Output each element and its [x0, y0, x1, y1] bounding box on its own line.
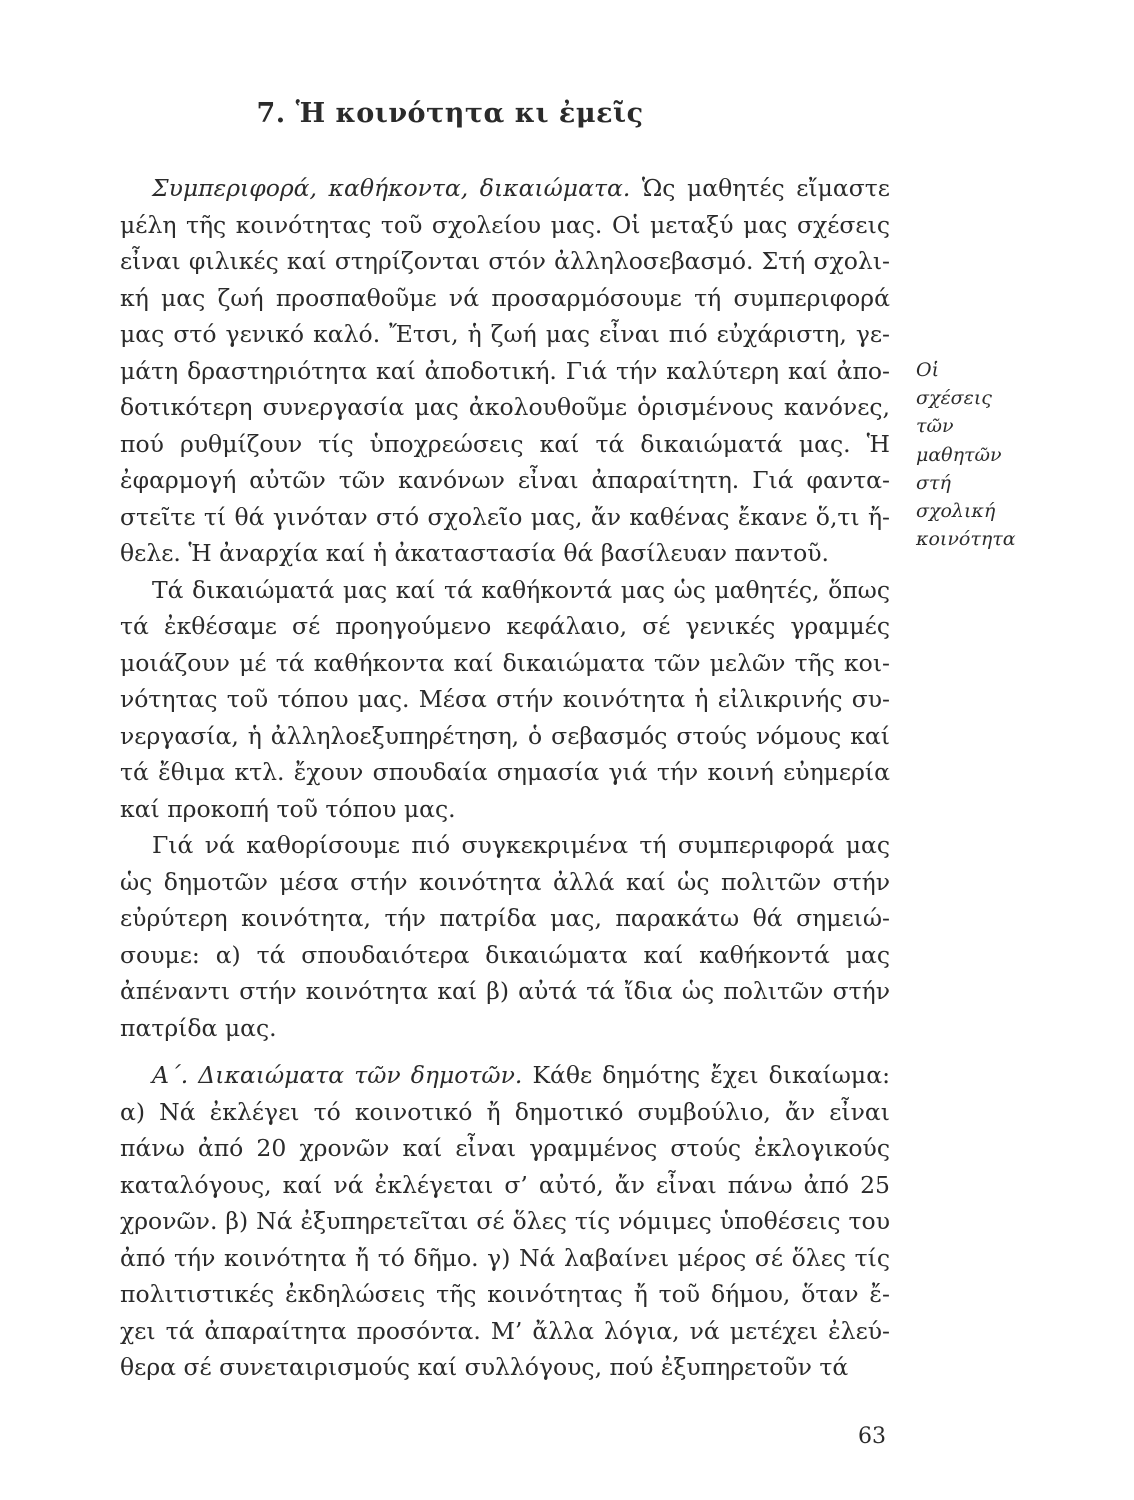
paragraph: [120, 1057, 890, 1386]
paragraph: Γιά νά καθορίσουμε πιό συγκεκριμένα τή συμπεριφορά μας ὡς δημοτῶν μέσα στήν κοινότητα ἀλλά καί ὡς πολιτῶν στήν εὐρύτερη κοινότητα, τήν πατρίδα μας, παρακάτω θά σημειώσουμε: α) τά σπουδαιότερα δικαιώματα καί καθήκοντά μας ἀπέναντι στήν κοινότητα καί β) αὐτά τά ἴδια ὡς πολιτῶν στήν πατρίδα μας.: [120, 831, 890, 1042]
margin-note-line: τῶν: [916, 415, 954, 438]
chapter-title: 7. Ἡ κοινότητα κι ἐμεῖς: [256, 98, 644, 129]
section-body: [120, 170, 890, 1046]
margin-note-line: μαθητῶν: [916, 443, 1002, 466]
paragraph: Τά δικαιώματά μας καί τά καθήκοντά μας ὡς μαθητές, ὅπως τά ἐκθέσαμε σέ προηγούμενο κεφάλαιο, σέ γενικές γραμμές μοιάζουν μέ τά καθήκοντα καί δικαιώματα τῶν μελῶν τῆς κοινότητας τοῦ τόπου μας. Μέσα στήν κοινότητα ἡ εἰλικρινής συνεργασία, ἡ ἀλληλοεξυπηρέτηση, ὁ σεβασμός στούς νόμους καί τά ἔθιμα κτλ. ἔχουν σπουδαία σημασία γιά τήν κοινή εὐημερία καί προκοπή τοῦ τόπου μας.: [120, 575, 890, 823]
margin-note-line: στή: [916, 471, 951, 494]
margin-note-line: Οἱ: [916, 359, 940, 381]
paragraph-text: Ὡς μαθητές εἴμαστε μέλη τῆς κοινότητας τοῦ σχολείου μας. Οἱ μεταξύ μας σχέσεις εἶναι φιλικές καί στηρίζονται στόν ἀλληλοσεβασμό. Στή σχολική μας ζωή προσπαθοῦμε νά προσαρμόσουμε τή συμπεριφορά μας στό γενικό καλό. Ἔτσι, ἡ ζωή μας εἶναι πιό εὐχάριστη, γεμάτη δραστηριότητα καί ἀποδοτική. Γιά τήν καλύτερη καί ἀποδοτικότερη συνεργασία μας ἀκολουθοῦμε ὁρισμένους κανόνες, πού ρυθμίζουν τίς ὑποχρεώσεις καί τά δικαιώματά μας. Ἡ ἐφαρμογή αὐτῶν τῶν κανόνων εἶναι ἀπαραίτητη. Γιά φανταστεῖτε τί θά γινόταν στό σχολεῖο μας, ἄν καθένας ἔκανε ὅ,τι ἤθελε. Ἡ ἀναρχία καί ἡ ἀκαταστασία θά βασίλευαν παντοῦ.: [120, 174, 890, 567]
margin-note-line: σχολική: [916, 500, 996, 523]
section-lead-heading: Συμπεριφορά, καθήκοντα, δικαιώματα.: [152, 174, 631, 202]
section-lead-heading: Α΄. Δικαιώματα τῶν δημοτῶν.: [152, 1061, 523, 1089]
margin-note-line: κοινότητα: [916, 528, 1016, 551]
section-body: [120, 1057, 890, 1386]
page-number: 63: [858, 1424, 886, 1449]
paragraph: [120, 170, 890, 572]
paragraph-text: Κάθε δημότης ἔχει δικαίωμα: α) Νά ἐκλέγει τό κοινοτικό ἤ δημοτικό συμβούλιο, ἄν εἶναι πάνω ἀπό 20 χρονῶν καί εἶναι γραμμένος στούς ἐκλογικούς καταλόγους, καί νά ἐκλέγεται σ’ αὐτό, ἄν εἶναι πάνω ἀπό 25 χρονῶν. β) Νά ἐξυπηρετεῖται σέ ὅλες τίς νόμιμες ὑποθέσεις του ἀπό τήν κοινότητα ἤ τό δῆμο. γ) Νά λαβαίνει μέρος σέ ὅλες τίς πολιτιστικές ἐκδηλώσεις τῆς κοινότητας ἤ τοῦ δήμου, ὅταν ἔχει τά ἀπαραίτητα προσόντα. Μ’ ἄλλα λόγια, νά μετέχει ἐλεύθερα σέ συνεταιρισμούς καί συλλόγους, πού ἐξυπηρετοῦν τά: [120, 1061, 890, 1381]
margin-note: [916, 356, 1036, 553]
margin-note-line: σχέσεις: [916, 387, 992, 410]
